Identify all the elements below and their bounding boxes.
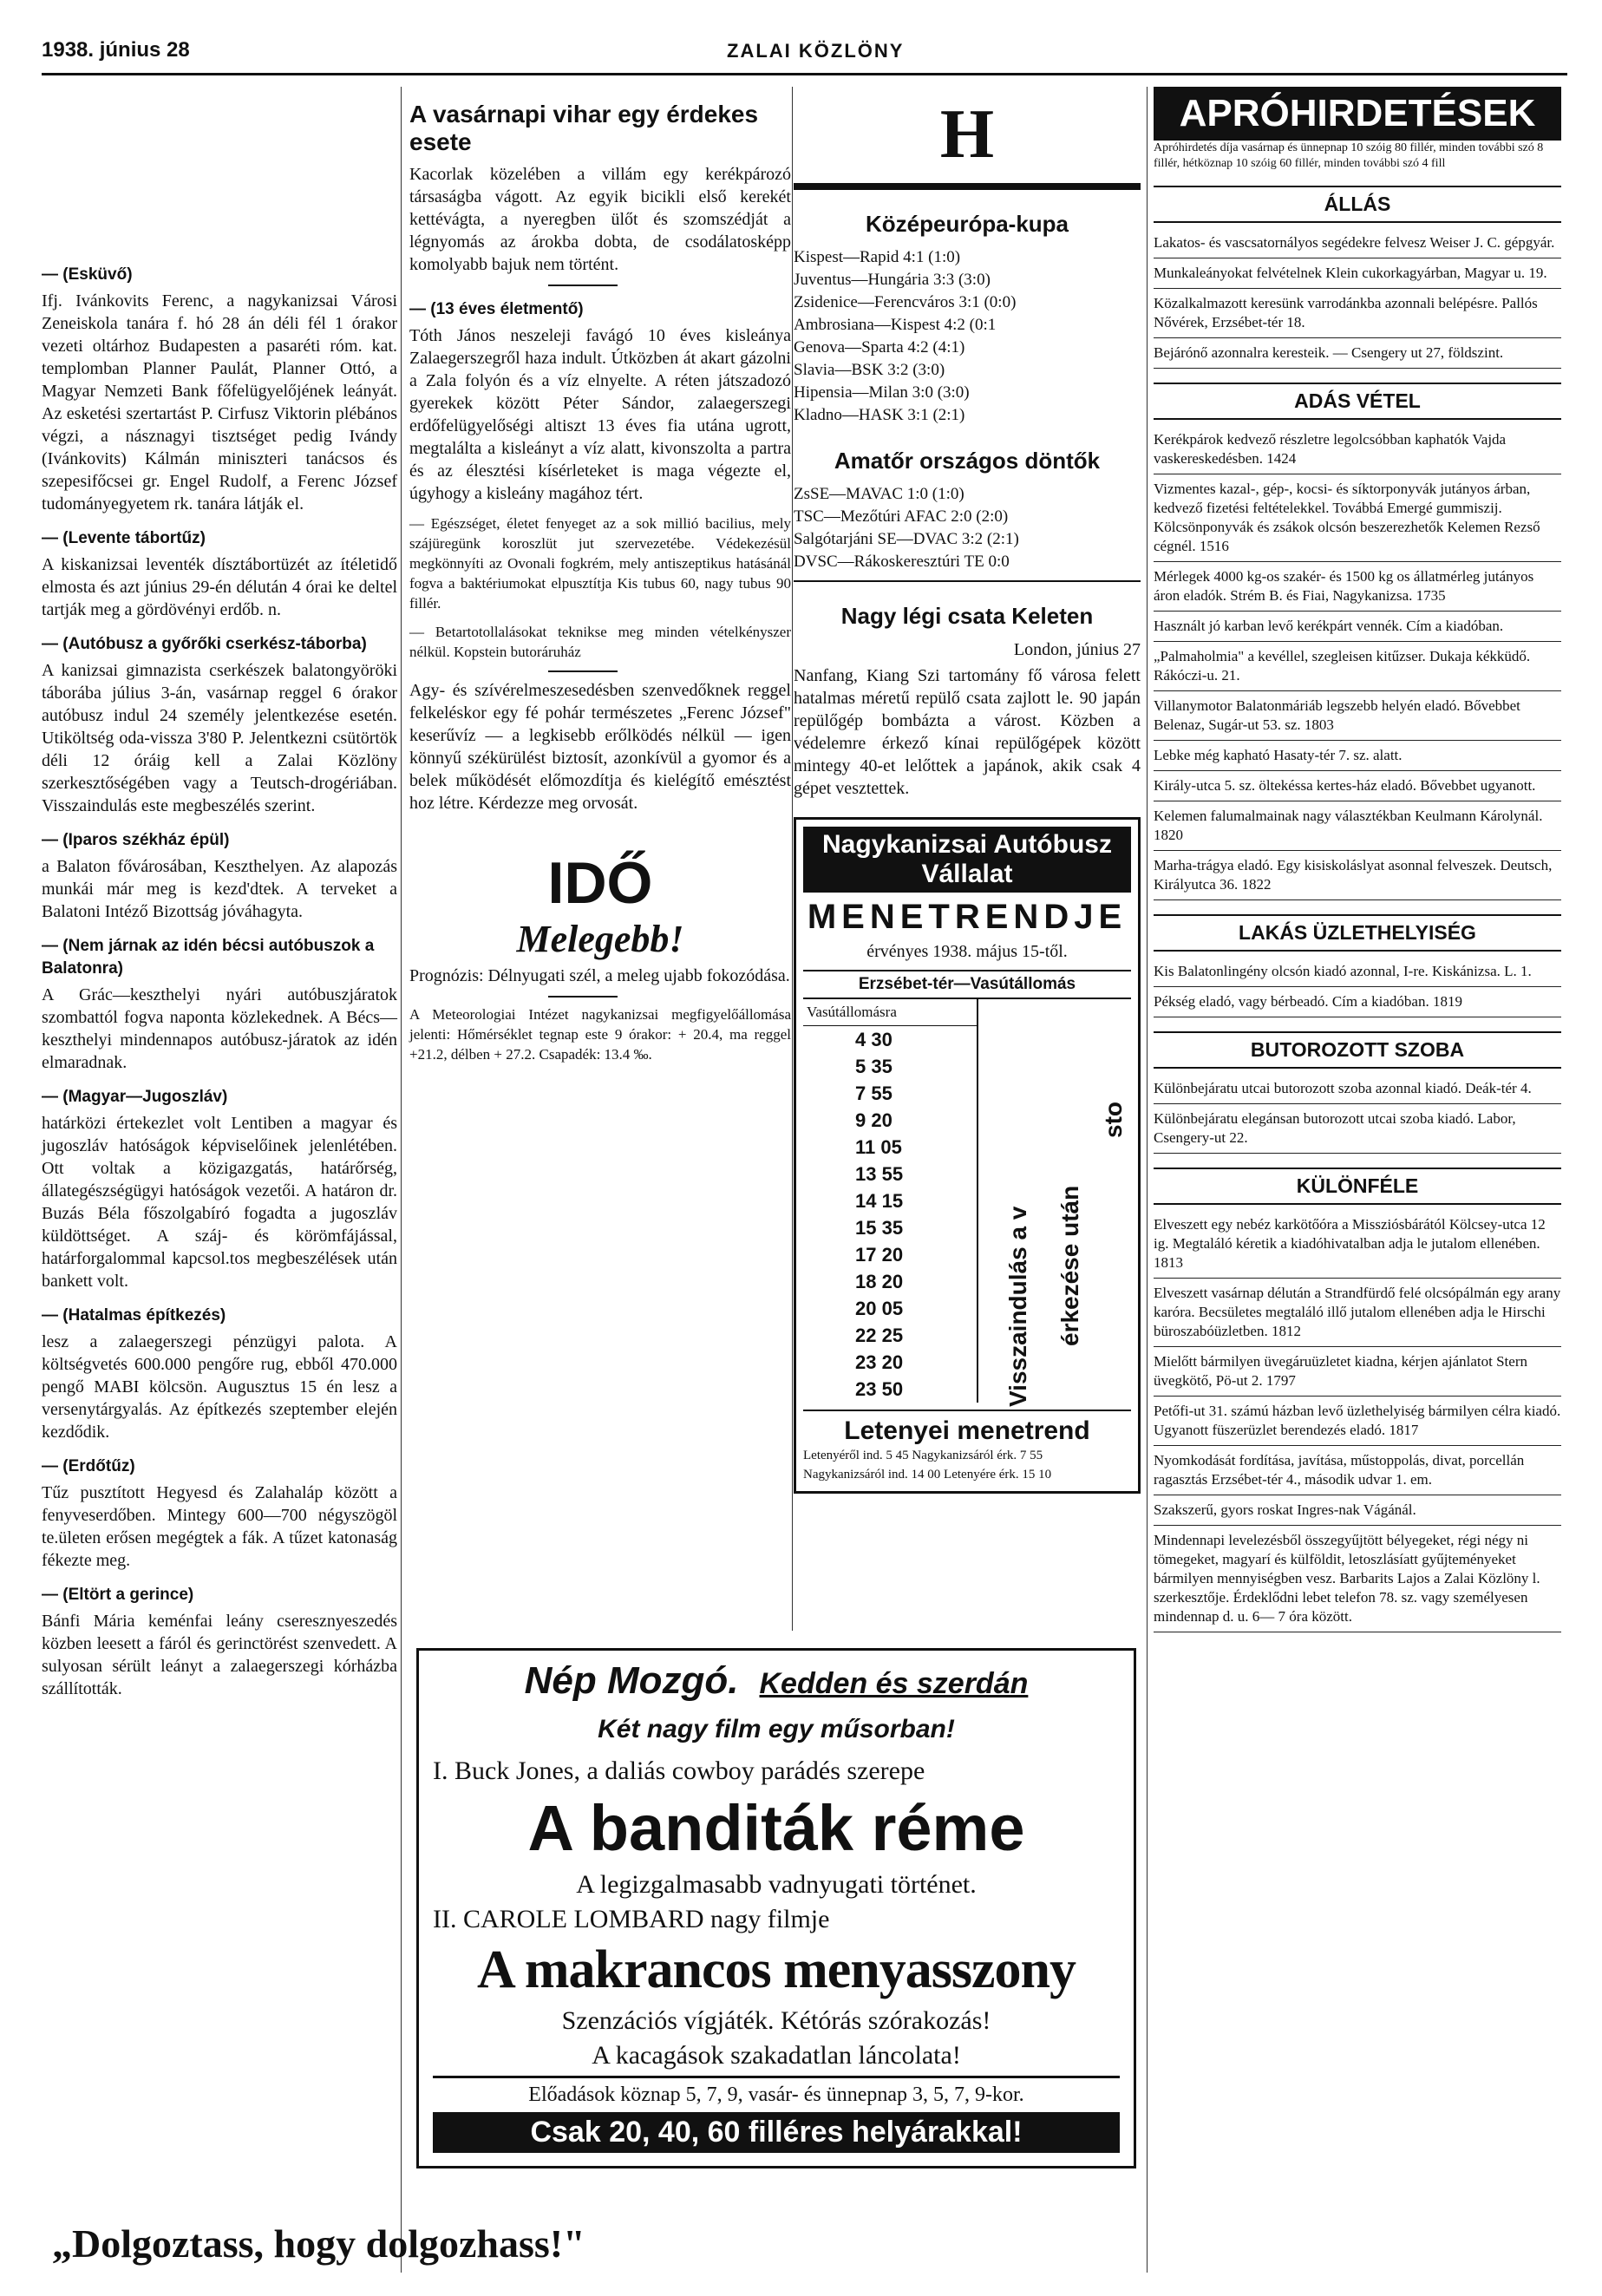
classifieds-rates: Apróhirdetés díja vasárnap és ünnepnap 10 szóig 80 fillér, minden további szó 8 fillér, hétköznap 10 szóig 60 fillér, minden további szó 4 fill	[1154, 141, 1544, 170]
classifieds-title: APRÓHIRDETÉSEK	[1154, 87, 1561, 141]
classified-ad: Lakatos- és vascsatornályos segédekre felvesz Weiser J. C. gépgyár.	[1154, 228, 1561, 258]
departure-time: 13 55	[855, 1163, 904, 1185]
times-list	[803, 1026, 977, 1403]
timetable-row: Letenyéről ind. 5 45 Nagykanizsáról érk. 7 55	[803, 1449, 1043, 1462]
classified-ad: Lebke még kapható Hasaty-tér 7. sz. alatt.	[1154, 741, 1561, 771]
match-result: Salgótarjáni SE—DVAC 3:2 (2:1)	[794, 530, 1019, 548]
column-local-news	[42, 87, 397, 1709]
departure-time: 22 25	[855, 1325, 904, 1346]
divider	[794, 580, 1141, 582]
classified-ad: Nyomkodását fordítása, javítása, műstoppolás, divat, porcellán ragasztás Erzsébet-tér 4., második udvar 1. em.	[1154, 1446, 1561, 1495]
cinema-tagline: Két nagy film egy műsorban!	[598, 1715, 955, 1743]
section-heading: ÁLLÁS	[1154, 186, 1561, 223]
column-rule	[1147, 87, 1148, 2273]
cinema-name: Nép Mozgó.	[524, 1659, 739, 1702]
classified-ad: „Palmaholmia" a kevéllel, szegleisen kitűzser. Dukaja kékküdő. Rákóczi-u. 21.	[1154, 642, 1561, 691]
weather-title: IDŐ	[547, 850, 653, 916]
section-heading: BUTOROZOTT SZOBA	[1154, 1031, 1561, 1069]
departure-time: 23 20	[855, 1351, 904, 1373]
match-result: Ambrosiana—Kispest 4:2 (0:1	[794, 316, 997, 334]
timetable-validity: érvényes 1938. május 15-től.	[866, 942, 1068, 961]
timetable-route: Erzsébet-tér—Vasútállomás	[803, 970, 1131, 999]
departure-time: 18 20	[855, 1271, 904, 1292]
film-1-intro: I. Buck Jones, a daliás cowboy parádés szerepe	[433, 1756, 925, 1785]
column-sports	[794, 87, 1141, 1494]
divider	[548, 996, 618, 998]
section-heading: KÜLÖNFÉLE	[1154, 1168, 1561, 1205]
results-list	[794, 246, 1141, 427]
film-2-title: A makrancos menyasszony	[476, 1940, 1076, 1999]
timetable-title: MENETRENDJE	[807, 898, 1128, 936]
departure-time: 15 35	[855, 1217, 904, 1239]
article-heading: — (Nem járnak az idén bécsi autóbuszok a Balatonra)	[42, 937, 375, 978]
match-result: Slavia—BSK 3:2 (3:0)	[794, 361, 945, 379]
show-times: Előadások köznap 5, 7, 9, vasár- és ünnepnap 3, 5, 7, 9-kor.	[433, 2076, 1120, 2107]
cinema-days: Kedden és szerdán	[759, 1667, 1029, 1700]
timetable-label: Vasútállomásra	[803, 999, 977, 1026]
divider	[548, 285, 618, 286]
departure-time: 23 50	[855, 1378, 904, 1400]
article-body: Bánfi Mária keménfai leány cseresznyeszedés közben leesett a fáról és gerinctörést szenvedett. A sulyosan sérült leányt a zalaegerszegi kórházba szállították.	[42, 1612, 397, 1698]
classified-ad: Különbejáratu elegánsan butorozott utcai szoba kiadó. Labor, Csengery-ut 22.	[1154, 1104, 1561, 1154]
section-heading: Nagy légi csata Keleten	[840, 603, 1094, 629]
article-body: lesz a zalaegerszegi pénzügyi palota. A költségvetés 600.000 pengőre rug, ebből 470.000 pengő MABI kölcsön. Augusztus 15 én lesz a versenytárgyalás. Az építkezés szeptember elején kezdődik.	[42, 1332, 397, 1442]
article-heading: — (13 éves életmentő)	[409, 300, 584, 318]
article-heading: — (Magyar—Jugoszláv)	[42, 1088, 228, 1106]
article-heading: — (Levente tábortűz)	[42, 529, 206, 547]
departure-time: 5 35	[855, 1056, 893, 1077]
masthead	[42, 38, 1567, 75]
issue-date: 1938. június 28	[42, 38, 190, 62]
ad-toothpaste: — Egészséget, életet fenyeget az a sok millió bacilius, mely szájüregünk koroszlüt jut szervezetébe. Védekezésül megkönnyíti az Ovonali fogkrém, mely antiszeptikus hatásánál fogva a baktériumokat elpusztítja Kis tubus 60, nagy tubus 90 fillér.	[409, 515, 791, 612]
section-heading: Amatőr országos döntők	[834, 448, 1101, 474]
return-note: érkezése után	[1056, 1185, 1083, 1346]
cinema-ad	[416, 1648, 1136, 2168]
classified-ad: Mérlegek 4000 kg-os szakér- és 1500 kg os állatmérleg jutányos áron eladók. Strém B. és Fiai, Nagykanizsa. 1735	[1154, 562, 1561, 612]
ad-furniture: — Betartotollalásokat teknikse meg minden vételkényszer nélkül. Kopstein butoráruház	[409, 624, 791, 660]
classified-ad: Király-utca 5. sz. öltekéssa kertes-ház eladó. Bővebbet ugyanott.	[1154, 771, 1561, 801]
article-body: Nanfang, Kiang Szi tartomány fő városa felett hatalmas méretű repülő csata zajlott le. 90 japán repülőgép bombázta a várost. Közben a védelemre érkező kínai repülőgépek között mintegy 40-et lelőttek a japánok, akik csak 4 gépet vesztettek.	[794, 666, 1141, 798]
classified-ad: Petőfi-ut 31. számú házban levő üzlethelyiség bármilyen célra kiadó. Ugyanott füszerüzlet berendezés eladó. 1817	[1154, 1397, 1561, 1446]
ads-buy-sell	[1154, 425, 1561, 900]
classified-ad: Marha-trágya eladó. Egy kisiskoláslyat asonnal felveszek. Deutsch, Királyutca 36. 1822	[1154, 851, 1561, 900]
ad-mineral-water: Agy- és szívérelmeszesedésben szenvedőknek reggel felkeléskor egy fé pohár természetes „Ferenc József" keserűvíz — a legkisebb erőlködés nélkül — igen könnyű székürülést biztosít, azonkívül a gyomor és a belek működését előmozdítja és kielégítő emésztést hoz létre. Kérdezze meg orvosát.	[409, 681, 791, 813]
ads-rooms	[1154, 1074, 1561, 1154]
column-rule	[401, 87, 402, 2273]
departure-time: 14 15	[855, 1190, 904, 1212]
article-body: A kanizsai gimnazista cserkészek balatongyöröki táborába július 3-án, vasárnap reggel 6 órakor autóbusz indul 24 személy jelentkezése esetén. Utiköltség oda-vissza 3'80 P. Jelentkezni csütörtök déli 12 óráig kell a Zalai Közlöny szerkesztőségében vagy a Teutsch-drogériában. Visszaindulás este megbeszélés szerint.	[42, 661, 397, 815]
return-note: sto	[1100, 1102, 1127, 1138]
section-heading: ADÁS VÉTEL	[1154, 383, 1561, 420]
match-result: Juventus—Hungária 3:3 (3:0)	[794, 271, 991, 289]
match-result: Genova—Sparta 4:2 (4:1)	[794, 338, 965, 357]
article-body: a Balaton fővárosában, Keszthelyen. Az alapozás munkái már meg is kezd'dtek. A terveket a Balatoni Intéző Bizottság jóváhagyta.	[42, 857, 397, 921]
sports-logo-icon: H	[939, 96, 995, 173]
classified-ad: Kis Balatonlingény olcsón kiadó azonnal, I-re. Kiskánizsa. L. 1.	[1154, 957, 1561, 987]
article-body: határközi értekezlet volt Lentiben a magyar és jugoszláv hatóságok képviselőinek jelenlétében. Ott voltak a közigazgatás, határőrség, állategészségügyi hatóságok vezetői. A határon dr. Buzás Béla főszolgabíró fogadta a jugoszláv küldöttséget. A száj- és körömfájással, határforgalommal kapcsol.tos megbeszélések után bankett volt.	[42, 1114, 397, 1291]
departure-time: 9 20	[855, 1109, 893, 1131]
article-heading: — (Autóbusz a győrőki cserkész-táborba)	[42, 635, 367, 653]
classified-ad: Elveszett vasárnap délután a Strandfürdő felé olcsópálmán egy arany karóra. Becsületes megtaláló illő jutalom ellenében adja le Hirschi büroszabóüzletben. 1812	[1154, 1279, 1561, 1347]
classified-ad: Bejárónő azonnalra keresteik. — Csengery ut 27, földszint.	[1154, 338, 1561, 369]
departure-time: 4 30	[855, 1029, 893, 1050]
article-heading: — (Iparos székház épül)	[42, 831, 230, 849]
article-body: A Grác—keszthelyi nyári autóbuszjáratok szombattól fogva naponta közlekednek. A Bécs—keszthelyi mindennapos autóbusz-járatok az idén elmaradnak.	[42, 985, 397, 1072]
classified-ad: Pékség eladó, vagy bérbeadó. Cím a kiadóban. 1819	[1154, 987, 1561, 1017]
column-rule	[792, 87, 793, 1631]
weather-box	[409, 849, 791, 961]
slogan: „Dolgoztass, hogy dolgozhass!"	[52, 2221, 585, 2266]
weather-prognosis: Prognózis: Délnyugati szél, a meleg ujabb fokozódása.	[409, 966, 790, 985]
ads-housing	[1154, 957, 1561, 1017]
section-heading: Középeurópa-kupa	[865, 211, 1069, 237]
match-result: TSC—Mezőtúri AFAC 2:0 (2:0)	[794, 507, 1009, 526]
weather-headline: Melegebb!	[516, 918, 684, 960]
article-body: Kacorlak közelében a villám egy kerékpározó társaságba vágott. Az egyik bicikli első kerekét kettévágta, a nyeregben ülőt és szomszédját a légnyomás az árokba dobta, de csodálatosképp komolyabb bajuk nem történt.	[409, 165, 791, 274]
classified-ad: Szakszerű, gyors roskat Ingres-nak Vágánál.	[1154, 1495, 1561, 1526]
ticket-prices: Csak 20, 40, 60 filléres helyárakkal!	[433, 2112, 1120, 2153]
match-result: ZsSE—MAVAC 1:0 (1:0)	[794, 485, 964, 503]
classified-ad: Elveszett egy nebéz karkötőóra a Missziósbárától Kölcsey-utca 12 ig. Megtaláló kéretik a kiadóhivatalban adja le jutalom ellenében. 1813	[1154, 1210, 1561, 1279]
match-result: Kispest—Rapid 4:1 (1:0)	[794, 248, 961, 266]
article-heading: — (Hatalmas építkezés)	[42, 1306, 226, 1325]
article-heading: — (Erdőtűz)	[42, 1457, 135, 1475]
departure-time: 11 05	[855, 1136, 902, 1158]
classified-ad: Mielőtt bármilyen üvegáruüzletet kiadna, kérjen ajánlatot Stern üvegkötő, Pö-ut 2. 1797	[1154, 1347, 1561, 1397]
timetable-foot	[803, 1446, 1131, 1465]
timetable-foot	[803, 1465, 1131, 1484]
classified-ad: Vizmentes kazal-, gép-, kocsi- és síktorponyvák jutányos árban, kedvező fizetési feltételekkel. Továbbá Emergé gummiszij. Kölcsönponyvák és zsákok olcsón beszerezhetők Kelemen Rezső cégnél. 1516	[1154, 474, 1561, 562]
film-2-tag: A kacagások szakadatlan láncolata!	[592, 2041, 961, 2070]
divider	[794, 183, 1141, 190]
paper-title: ZALAI KÖZLÖNY	[727, 40, 905, 62]
bus-timetable	[794, 817, 1141, 1494]
article-heading: A vasárnapi vihar egy érdekes esete	[409, 101, 759, 155]
classified-ad: Közalkalmazott keresünk varrodánkba azonnali belépésre. Pallós Nővérek, Erzsébet-tér 18.	[1154, 289, 1561, 338]
column-classifieds	[1154, 87, 1561, 1632]
match-result: Zsidenice—Ferencváros 3:1 (0:0)	[794, 293, 1017, 311]
results-list	[794, 483, 1141, 573]
ads-jobs	[1154, 228, 1561, 369]
timetable-row: Nagykanizsáról ind. 14 00 Letenyére érk. 15 10	[803, 1468, 1052, 1482]
section-heading: LAKÁS ÜZLETHELYISÉG	[1154, 914, 1561, 952]
film-1-tag: A legizgalmasabb vadnyugati történet.	[576, 1870, 977, 1899]
dateline: London, június 27	[1013, 640, 1141, 659]
departure-time: 7 55	[855, 1083, 893, 1104]
article-heading: — (Esküvő)	[42, 265, 133, 284]
classified-ad: Villanymotor Balatonmáriáb legszebb helyén eladó. Bővebbet Belenaz, Sugár-ut 53. sz. 1803	[1154, 691, 1561, 741]
article-body: A kiskanizsai leventék dísztábortüzét az ítéletidő elmosta és azt június 29-én délután 4 órai ke deltel tartják meg a gördövényi erdőb. n.	[42, 555, 397, 619]
article-body: Tóth János neszeleji favágó 10 éves kisleánya Zalaegerszegről haza indult. Útközben át akart gázolni a Zala folyón és a víz elnyelte. A réten játszadozó gyerekek között Péter Sándor, zalaegerszegi erdőfelügyelőségi altiszt 13 éves fia utána ugrott, megtalálta a kisleányt a víz alatt, kivonszolta a partra és az élesztési kísérleteket is maga végezte el, úgyhogy a kisleány magához tért.	[409, 326, 791, 503]
column-news-2	[409, 87, 791, 1073]
timetable-times	[803, 999, 978, 1403]
classified-ad: Különbejáratu utcai butorozott szoba azonnal kiadó. Deák-tér 4.	[1154, 1074, 1561, 1104]
timetable-company: Nagykanizsai Autóbusz Vállalat	[803, 827, 1131, 893]
departure-time: 17 20	[855, 1244, 904, 1266]
article-body: Ifj. Ivánkovits Ferenc, a nagykanizsai Városi Zeneiskola tanára f. hó 28 án déli fél 1 órakor vezeti oltárhoz Budapesten a pasaréti róm. kat. templomban Planner Paulát, Planner Ottó, a Magyar Nemzeti Bank főfelügyelőjének leányát. Az esketési szertartást P. Cirfusz Viktorin plébános végzi, a násznagyi tisztséget pedig Ivándy (Ivánkovits) Kálmán miniszteri tanácsos és szepesifőcsei gr. Engel Rudolf, a Ferenc József tudományegyetem rk. tanára látják el.	[42, 291, 397, 513]
article-heading: — (Eltört a gerince)	[42, 1586, 194, 1604]
film-1-title: A banditák réme	[527, 1792, 1025, 1864]
return-note: Visszaindulás a v	[1004, 1206, 1031, 1407]
departure-time: 20 05	[855, 1298, 904, 1319]
classified-ad: Kerékpárok kedvező részletre legolcsóbban kaphatók Vajda vaskereskedésben. 1424	[1154, 425, 1561, 474]
weather-report: A Meteorologiai Intézet nagykanizsai megfigyelőállomása jelenti: Hőmérséklet tegnap este 9 órakor: + 20.4, ma reggel +21.2, délben + 27.2. Csapadék: 13.4 ‰.	[409, 1006, 791, 1063]
classified-ad: Mindennapi levelezésből összegyűjtött bélyegeket, régi négy ni tömegeket, magyarí és külföldit, letoszlásíatt gyűjteményeket bármilyen mennyiségben vesz. Barbarits Lajos a Zalai Közlöny l. szerkesztője. Érdeklődni lebet telefon 78. sz. vagy személyesen mindennap d. u. 6— 7 óra között.	[1154, 1526, 1561, 1632]
match-result: Kladno—HASK 3:1 (2:1)	[794, 406, 965, 424]
film-2-intro: II. CAROLE LOMBARD nagy filmje	[433, 1905, 830, 1933]
classified-ad: Kelemen falumalmainak nagy választékban Keulmann Károlynál. 1820	[1154, 801, 1561, 851]
timetable-subtitle: Letenyei menetrend	[803, 1410, 1131, 1446]
film-2-genre: Szenzációs vígjáték. Kétórás szórakozás!	[561, 2006, 991, 2035]
divider	[548, 670, 618, 672]
classified-ad: Használt jó karban levő kerékpárt vennék. Cím a kiadóban.	[1154, 612, 1561, 642]
article-body: Tűz pusztított Hegyesd és Zalahaláp között a fenyveserdőben. Mintegy 600—700 négyszögöl te.ületen erősen megégtek a fák. A tűzet katonaság fékezte meg.	[42, 1483, 397, 1570]
ads-misc	[1154, 1210, 1561, 1632]
match-result: DVSC—Rákoskeresztúri TE 0:0	[794, 553, 1010, 571]
timetable-note	[978, 999, 1131, 1407]
match-result: Hipensia—Milan 3:0 (3:0)	[794, 383, 970, 402]
timetable-body	[803, 999, 1131, 1407]
classified-ad: Munkaleányokat felvételnek Klein cukorkagyárban, Magyar u. 19.	[1154, 258, 1561, 289]
